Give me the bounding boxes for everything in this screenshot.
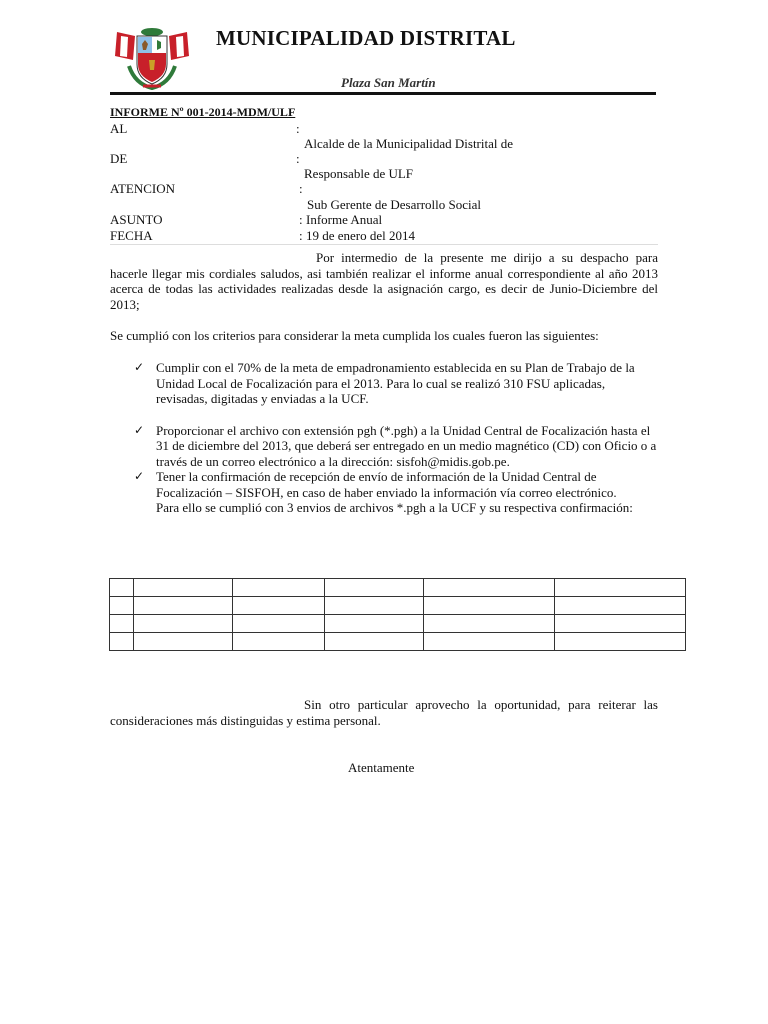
table-row [110, 615, 686, 633]
field-label-de: DE [110, 151, 128, 166]
records-table [109, 578, 686, 651]
field-value-al: Alcalde de la Municipalidad Distrital de [304, 136, 514, 151]
colon: : [296, 121, 300, 136]
colon: : [299, 212, 303, 227]
field-value-de: Responsable de ULF [304, 166, 414, 181]
check-icon: ✓ [134, 422, 145, 437]
criteria-list [134, 360, 658, 516]
signoff: Atentamente [348, 760, 415, 775]
header-divider [110, 92, 656, 95]
criteria-intro: Se cumplió con los criterios para considerar la meta cumplida los cuales fueron las siguientes: [110, 328, 599, 343]
field-value-atencion: Sub Gerente de Desarrollo Social [307, 197, 482, 212]
closing-text: Sin otro particular aprovecho la oportunidad, para reiterar las consideraciones más distinguidas y estima personal. [110, 697, 658, 728]
table-row [110, 597, 686, 615]
field-label-fecha: FECHA [110, 228, 153, 243]
table-row [110, 633, 686, 651]
list-item: ✓ Proporcionar el archivo con extensión pgh (*.pgh) a la Unidad Central de Focalización hasta el 31 de diciembre del 2013, que deberá ser entregado en un medio magnético (CD) con Oficio o a través de un correo electrónico a la dirección: sisfoh@midis.gob.pe. [134, 422, 657, 469]
page-subtitle: Plaza San Martín [341, 75, 436, 90]
list-item: ✓ Cumplir con el 70% de la meta de empadronamiento establecida en su Plan de Trabajo de la Unidad Local de Focalización para el 2013. Para lo cual se realizó 310 FSU aplicadas, revisadas, digitadas y enviadas a la UCF. [134, 360, 635, 406]
list-item: ✓ Tener la confirmación de recepción de envío de información de la Unidad Central de Focalización – SISFOH, en caso de haber enviado la información vía correo electrónico. Para ello se cumplió con 3 envios de archivos *.pgh a la UCF y su respectiva confirmación: [134, 469, 658, 516]
colon: : [296, 151, 300, 166]
field-label-al: AL [110, 121, 128, 136]
table-row [110, 579, 686, 597]
divider [110, 244, 658, 245]
page-title: MUNICIPALIDAD DISTRITAL [216, 26, 516, 50]
list-item-extra: Para ello se cumplió con 3 envios de archivos *.pgh a la UCF y su respectiva confirmación: [156, 500, 633, 515]
informe-number: INFORME Nº 001-2014-MDM/ULF [110, 105, 296, 119]
colon: : [299, 181, 303, 196]
closing-paragraph [110, 697, 658, 728]
intro-text: Por intermedio de la presente me dirijo a su despacho para hacerle llegar mis cordiales saludos, asi también realizar el informe anual correspondiente al año 2013 acerca de todas las actividades realizadas desde la asignación cargo, es decir de Junio-Diciembre del 2013; [110, 250, 658, 312]
field-value-asunto: Informe Anual [306, 212, 383, 227]
colon: : [299, 228, 303, 243]
check-icon: ✓ [134, 469, 145, 483]
field-value-fecha: 19 de enero del 2014 [306, 228, 416, 243]
check-icon: ✓ [134, 360, 145, 374]
intro-paragraph [110, 250, 658, 312]
field-label-atencion: ATENCION [110, 181, 175, 196]
peru-coat-of-arms-icon [113, 26, 191, 92]
field-label-asunto: ASUNTO [110, 212, 163, 227]
